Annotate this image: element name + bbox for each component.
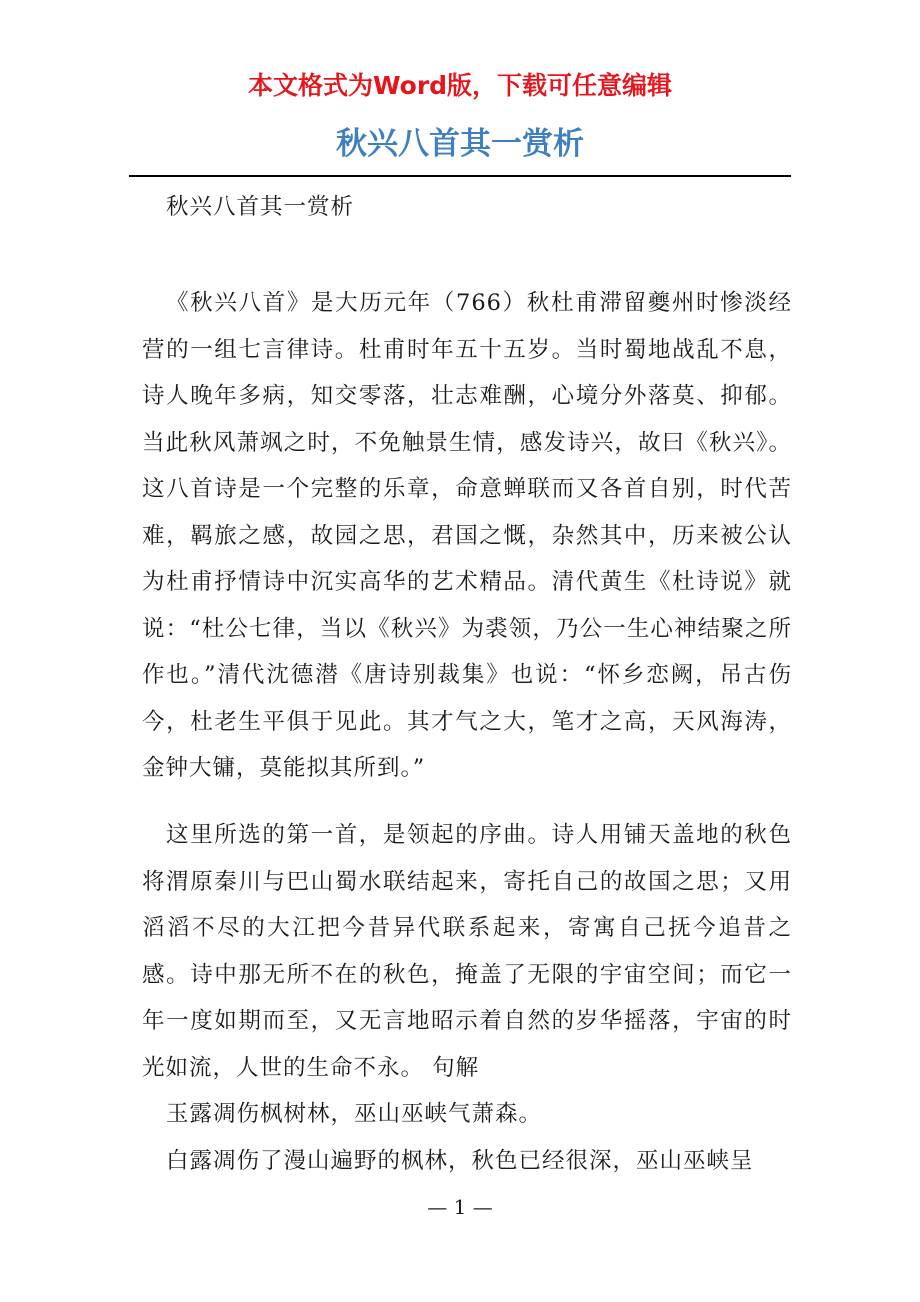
document-subtitle: 秋兴八首其一赏析: [166, 194, 355, 220]
title-divider: [129, 175, 791, 177]
poem-explanation: 白露凋伤了漫山遍野的枫林，秋色已经很深，巫山巫峡呈: [166, 1148, 754, 1174]
poem-line: 玉露凋伤枫树林，巫山巫峡气萧森。: [166, 1101, 543, 1127]
page-number: — 1 —: [427, 1195, 493, 1219]
document-title: 秋兴八首其一赏析: [336, 126, 584, 162]
download-banner: 本文格式为Word版，下载可任意编辑: [247, 71, 673, 100]
analysis-paragraph: 这里所选的第一首，是领起的序曲。诗人用铺天盖地的秋色将渭原秦川与巴山蜀水联结起来，寄托自己的故国之思；又用滔滔不尽的大江把今昔异代联系起来，寄寓自己抚今追昔之感。诗中那无所不在的秋色，掩盖了无限的宇宙空间；而它一年一度如期而至，又无言地昭示着自然的岁华摇落，宇宙的时光如流，人世的生命不永。 句解: [142, 822, 792, 1081]
intro-paragraph: 《秋兴八首》是大历元年（766）秋杜甫滞留夔州时惨淡经营的一组七言律诗。杜甫时年五十五岁。当时蜀地战乱不息，诗人晚年多病，知交零落，壮志难酬，心境分外落莫、抑郁。当此秋风萧飒之时，不免触景生情，感发诗兴，故曰《秋兴》。这八首诗是一个完整的乐章，命意蝉联而又各首自别，时代苦难，羁旅之感，故园之思，君国之慨，杂然其中，历来被公认为杜甫抒情诗中沉实高华的艺术精品。清代黄生《杜诗说》就说：“杜公七律，当以《秋兴》为裘领，乃公一生心神结聚之所作也。”清代沈德潜《唐诗别裁集》也说：“怀乡恋阙，吊古伤今，杜老生平俱于见此。其才气之大，笔才之高，天风海涛，金钟大镛，莫能拟其所到。”: [142, 290, 792, 781]
